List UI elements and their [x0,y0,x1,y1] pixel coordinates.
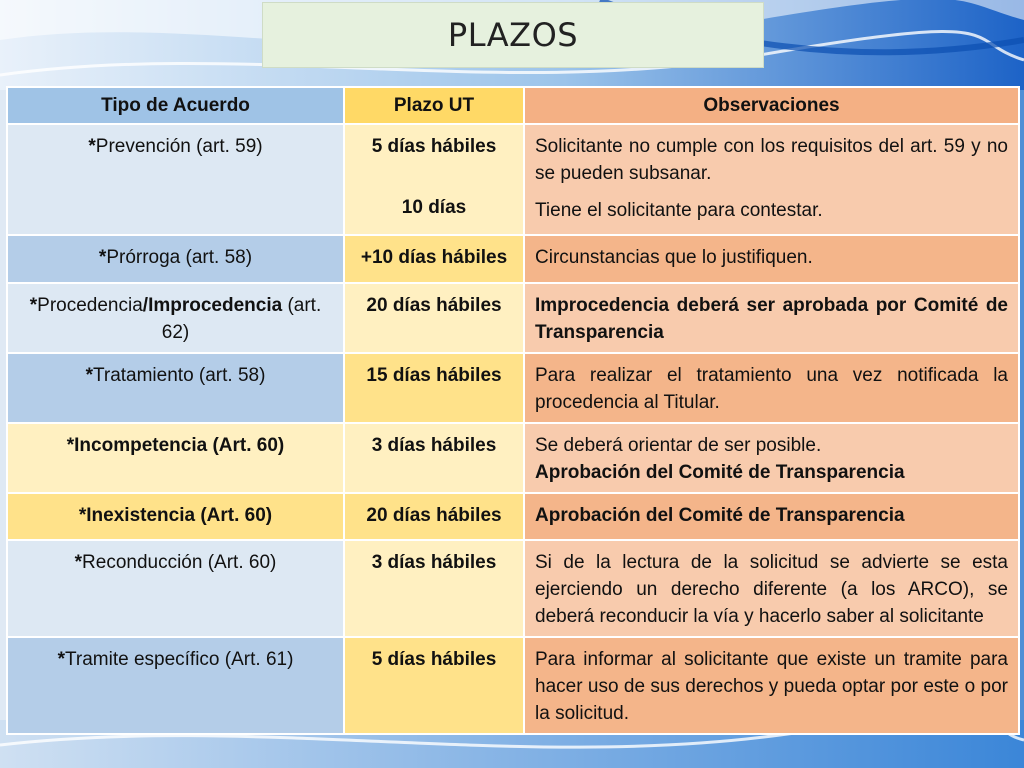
obs-text-secondary: Tiene el solicitante para contestar. [535,200,823,221]
cell-plazo: 20 días hábiles [344,493,524,540]
table-row [7,235,1019,283]
table-row [7,540,1019,637]
table-row [7,423,1019,493]
cell-plazo: 15 días hábiles [344,353,524,423]
cell-observaciones: Aprobación del Comité de Transparencia [524,493,1019,540]
plazos-table [6,86,1020,735]
cell-tipo: *Tramite específico (Art. 61) [7,637,344,734]
header-observaciones: Observaciones [524,87,1019,124]
cell-plazo: 3 días hábiles [344,423,524,493]
cell-tipo: *Reconducción (Art. 60) [7,540,344,637]
table-row [7,493,1019,540]
cell-plazo: +10 días hábiles [344,235,524,283]
cell-tipo: *Inexistencia (Art. 60) [7,493,344,540]
table-header-row [7,87,1019,124]
cell-observaciones: Circunstancias que lo justifiquen. [524,235,1019,283]
cell-observaciones: Para realizar el tratamiento una vez notificada la procedencia al Titular. [524,353,1019,423]
obs-text: Solicitante no cumple con los requisitos del art. 59 y no se pueden subsanar. [535,136,1008,184]
cell-tipo: *Prevención (art. 59) [7,124,344,235]
header-tipo-de-acuerdo: Tipo de Acuerdo [7,87,344,124]
table-row [7,283,1019,353]
cell-observaciones [524,124,1019,235]
page-title: PLAZOS [447,16,579,54]
cell-plazo: 5 días hábiles [344,637,524,734]
cell-observaciones: Para informar al solicitante que existe un tramite para hacer uso de sus derechos y pueda optar por este o por la solicitud. [524,637,1019,734]
header-plazo-ut: Plazo UT [344,87,524,124]
plazo-text: 5 días hábiles [371,136,497,157]
title-box [262,2,764,68]
cell-observaciones [524,423,1019,493]
obs-text-secondary: Aprobación del Comité de Transparencia [535,462,905,483]
table-row [7,637,1019,734]
cell-observaciones: Si de la lectura de la solicitud se advierte se esta ejerciendo un derecho diferente (a los ARCO), se deberá reconducir la vía y hacerlo saber al solicitante [524,540,1019,637]
cell-tipo: *Incompetencia (Art. 60) [7,423,344,493]
cell-tipo: *Prórroga (art. 58) [7,235,344,283]
plazo-text-secondary: 10 días [401,197,467,218]
cell-plazo: 20 días hábiles [344,283,524,353]
cell-observaciones: Improcedencia deberá ser aprobada por Comité de Transparencia [524,283,1019,353]
cell-tipo: *Procedencia/Improcedencia (art. 62) [7,283,344,353]
table-row [7,353,1019,423]
cell-plazo [344,124,524,235]
cell-tipo: *Tratamiento (art. 58) [7,353,344,423]
table-row [7,124,1019,235]
cell-plazo: 3 días hábiles [344,540,524,637]
obs-text: Se deberá orientar de ser posible. [535,435,822,456]
